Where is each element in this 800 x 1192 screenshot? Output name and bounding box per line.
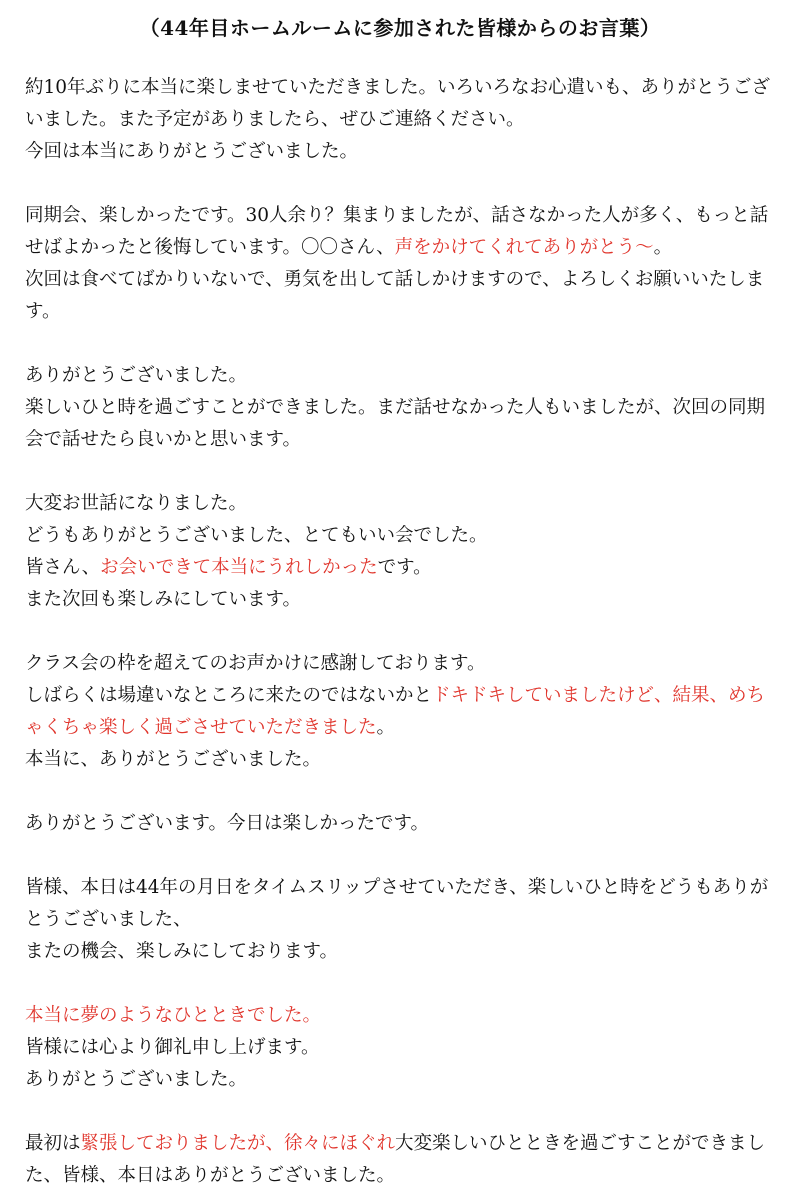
message-text: 同期会、楽しかったです。30人余り？集まりましたが、話さなかった人が多く、もっと話せばよかったと後悔しています。〇〇さん、: [25, 205, 769, 258]
message-paragraph: [25, 1128, 777, 1192]
message-line: [25, 808, 777, 840]
message-paragraph: [25, 1000, 777, 1096]
message-text: ありがとうございます。今日は楽しかったです。: [25, 813, 430, 834]
message-line: [25, 136, 777, 168]
message-line: [25, 552, 777, 584]
message-text: 今回は本当にありがとうございました。: [25, 141, 359, 162]
message-text: また次回も楽しみにしています。: [25, 589, 302, 610]
message-text: 楽しいひと時を過ごすことができました。まだ話せなかった人もいましたが、次回の同期会で話せたら良いかと思います。: [25, 397, 766, 450]
message-text: 本当に、ありがとうございました。: [25, 749, 322, 770]
message-text: 皆様には心より御礼申し上げます。: [25, 1037, 320, 1058]
message-line: [25, 1064, 777, 1096]
message-paragraph: [25, 72, 777, 168]
message-line: [25, 488, 777, 520]
message-paragraph: [25, 808, 777, 840]
message-paragraph: [25, 648, 777, 776]
message-text: 大変楽しいひとときを過ごすことができました、皆様、本日はありがとうございました。: [25, 1133, 766, 1186]
message-line: [25, 648, 777, 680]
message-paragraph: [25, 360, 777, 456]
message-line: [25, 264, 777, 328]
message-text: 最初は: [25, 1133, 81, 1154]
message-text: 皆様、本日は44年の月日をタイムスリップさせていただき、楽しいひと時をどうもありがとうございました、: [25, 877, 769, 930]
messages-list: [25, 72, 777, 1192]
message-line: [25, 200, 777, 264]
message-text: クラス会の枠を超えてのお声かけに感謝しております。: [25, 653, 486, 674]
message-line: [25, 520, 777, 552]
message-line: [25, 1000, 777, 1032]
message-text: 約10年ぶりに本当に楽しませていただきました。いろいろなお心遣いも、ありがとうございました。また予定がありましたら、ぜひご連絡ください。: [25, 77, 771, 130]
message-line: [25, 72, 777, 136]
message-line: [25, 584, 777, 616]
message-line: [25, 680, 777, 744]
message-line: [25, 872, 777, 936]
message-text: 。: [653, 237, 673, 258]
message-paragraph: [25, 488, 777, 616]
message-line: [25, 1032, 777, 1064]
message-text: しばらくは場違いなところに来たのではないかと: [25, 685, 433, 706]
message-line: [25, 392, 777, 456]
message-paragraph: [25, 200, 777, 328]
page-title: （44年目ホームルームに参加された皆様からのお言葉）: [139, 16, 661, 40]
message-line: [25, 936, 777, 968]
message-text: どうもありがとうございました、とてもいい会でした。: [25, 525, 488, 546]
message-line: [25, 360, 777, 392]
message-text: ありがとうございました。: [25, 1069, 248, 1090]
highlighted-text: ドキドキしていましたけど、結果、めちゃくちゃ楽しく過ごさせていただきました: [25, 685, 766, 738]
highlighted-text: 本当に夢のようなひとときでした。: [25, 1005, 322, 1026]
message-text: ありがとうございました。: [25, 365, 248, 386]
message-line: [25, 744, 777, 776]
message-text: 大変お世話になりました。: [25, 493, 248, 514]
message-text: またの機会、楽しみにしております。: [25, 941, 339, 962]
highlighted-text: 声をかけてくれてありがとう〜: [394, 237, 654, 258]
highlighted-text: 緊張しておりましたが、徐々にほぐれ: [80, 1133, 396, 1154]
message-text: 次回は食べてばかりいないで、勇気を出して話しかけますので、よろしくお願いいたします。: [25, 269, 765, 322]
message-text: です。: [377, 557, 432, 578]
message-text: 皆さん、: [25, 557, 101, 578]
message-line: [25, 1128, 777, 1192]
message-text: 。: [376, 717, 396, 738]
message-paragraph: [25, 872, 777, 968]
highlighted-text: お会いできて本当にうれしかった: [100, 557, 378, 578]
